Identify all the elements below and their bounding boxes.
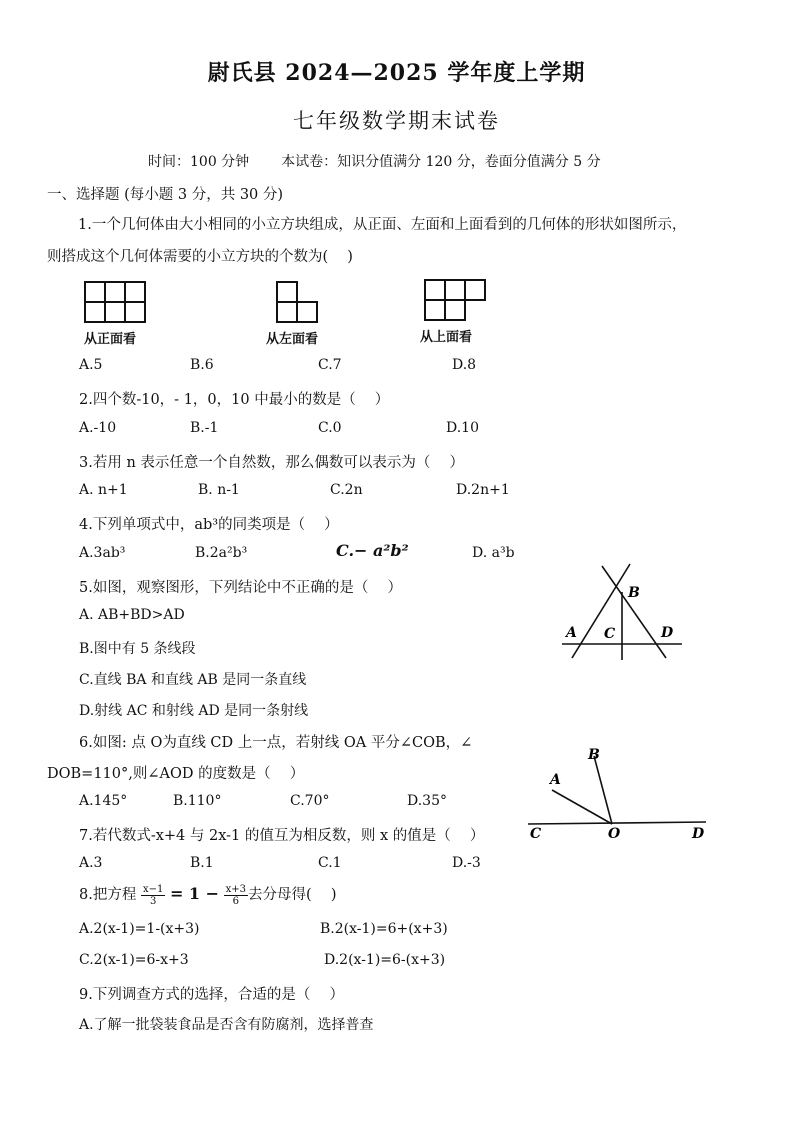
q8-prefix: 8.把方程 <box>79 887 137 903</box>
q5-option-d: D.射线 AC 和射线 AD 是同一条射线 <box>79 703 309 719</box>
question-6-line1: 6.如图: 点 O为直线 CD 上一点，若射线 OA 平分∠COB，∠ <box>79 735 473 751</box>
q7-option-c: C.1 <box>318 855 342 871</box>
q3-option-c: C.2n <box>330 482 363 498</box>
time-limit: 时间：100 分钟 <box>148 154 250 170</box>
top-view-figure <box>424 278 486 322</box>
q5-option-a: A. AB+BD>AD <box>79 607 185 623</box>
q6-option-d: D.35° <box>407 793 447 809</box>
q9-option-a: A.了解一批袋装食品是否含有防腐剂，选择普查 <box>79 1017 374 1033</box>
q8-frac2-den: 6 <box>232 895 240 907</box>
q8-fraction-1 <box>141 884 165 907</box>
q8-option-c: C.2(x-1)=6-x+3 <box>79 952 189 968</box>
q6-option-a: A.145° <box>79 793 128 809</box>
q1-option-b: B.6 <box>190 357 214 373</box>
q7-option-a: A.3 <box>79 855 103 871</box>
q8-fraction-2 <box>224 884 248 907</box>
section-heading: 一、选择题 (每小题 3 分，共 30 分) <box>47 187 284 203</box>
point-d-label: D <box>661 625 674 641</box>
q7-option-d: D.-3 <box>452 855 481 871</box>
question-6-line2: DOB=110°,则∠AOD 的度数是（ ） <box>47 766 305 782</box>
q5-option-b: B.图中有 5 条线段 <box>79 641 196 657</box>
exam-title: 尉氏县 2024—2025 学年度上学期 <box>207 60 586 86</box>
q2-option-d: D.10 <box>446 420 479 436</box>
q6-angle-figure <box>524 742 714 842</box>
q7-option-b: B.1 <box>190 855 214 871</box>
q8-frac1-den: 3 <box>149 895 157 907</box>
q8-option-d: D.2(x-1)=6-(x+3) <box>324 952 446 968</box>
point-a-label: A <box>566 625 577 641</box>
q3-option-a: A. n+1 <box>79 482 128 498</box>
question-3: 3.若用 n 表示任意一个自然数，那么偶数可以表示为（ ） <box>79 455 464 471</box>
q1-option-c: C.7 <box>318 357 342 373</box>
q4-option-c <box>336 541 409 560</box>
score-note: 本试卷：知识分值满分 120 分，卷面分值满分 5 分 <box>281 154 601 170</box>
question-9: 9.下列调查方式的选择，合适的是（ ） <box>79 987 344 1003</box>
q4-option-b: B.2a²b³ <box>195 545 248 561</box>
question-8 <box>79 883 336 907</box>
left-view-figure <box>276 280 320 324</box>
q1-option-d: D.8 <box>452 357 477 373</box>
exam-subtitle: 七年级数学期末试卷 <box>293 109 500 133</box>
top-view-label: 从上面看 <box>420 330 473 345</box>
point-o-label-q6: O <box>608 826 621 842</box>
front-view-label: 从正面看 <box>84 332 137 347</box>
q4-option-c-math: − a²b² <box>354 541 409 560</box>
q4-option-a: A.3ab³ <box>79 545 126 561</box>
q3-option-d: D.2n+1 <box>456 482 510 498</box>
question-7: 7.若代数式-x+4 与 2x-1 的值互为相反数，则 x 的值是（ ） <box>79 828 485 844</box>
q8-option-b: B.2(x-1)=6+(x+3) <box>320 921 448 937</box>
q3-option-b: B. n-1 <box>198 482 240 498</box>
question-1-line1: 1.一个几何体由大小相同的小立方块组成，从正面、左面和上面看到的几何体的形状如图所示， <box>78 217 687 233</box>
q8-frac2-num: x+3 <box>225 883 247 895</box>
left-view-label: 从左面看 <box>266 332 319 347</box>
q4-option-c-letter: C. <box>336 541 355 560</box>
q6-option-b: B.110° <box>173 793 222 809</box>
q8-mid: = 1 − <box>169 884 220 903</box>
q6-option-c: C.70° <box>290 793 330 809</box>
front-view-figure <box>84 280 146 324</box>
point-a-label-q6: A <box>550 772 561 788</box>
q5-triangle-figure <box>556 562 686 662</box>
question-1-line2: 则搭成这个几何体需要的小立方块的个数为( ) <box>47 249 353 265</box>
q2-option-c: C.0 <box>318 420 342 436</box>
question-4: 4.下列单项式中，ab³的同类项是（ ） <box>79 517 339 533</box>
q4-option-d: D. a³b <box>472 545 515 561</box>
point-d-label-q6: D <box>692 826 705 842</box>
q1-option-a: A.5 <box>79 357 103 373</box>
question-2: 2.四个数-10，- 1，0，10 中最小的数是（ ） <box>79 392 390 408</box>
q2-option-a: A.-10 <box>79 420 117 436</box>
q8-suffix: 去分母得( ) <box>248 887 337 903</box>
q2-option-b: B.-1 <box>190 420 219 436</box>
point-c-label-q6: C <box>530 826 542 842</box>
q8-option-a: A.2(x-1)=1-(x+3) <box>79 921 200 937</box>
q8-frac1-num: x−1 <box>142 883 164 895</box>
point-b-label: B <box>628 585 640 601</box>
point-b-label-q6: B <box>588 747 600 763</box>
exam-info <box>148 151 601 171</box>
point-c-label: C <box>604 626 616 642</box>
q5-option-c: C.直线 BA 和直线 AB 是同一条直线 <box>79 672 307 688</box>
question-5: 5.如图，观察图形，下列结论中不正确的是（ ） <box>79 580 402 596</box>
